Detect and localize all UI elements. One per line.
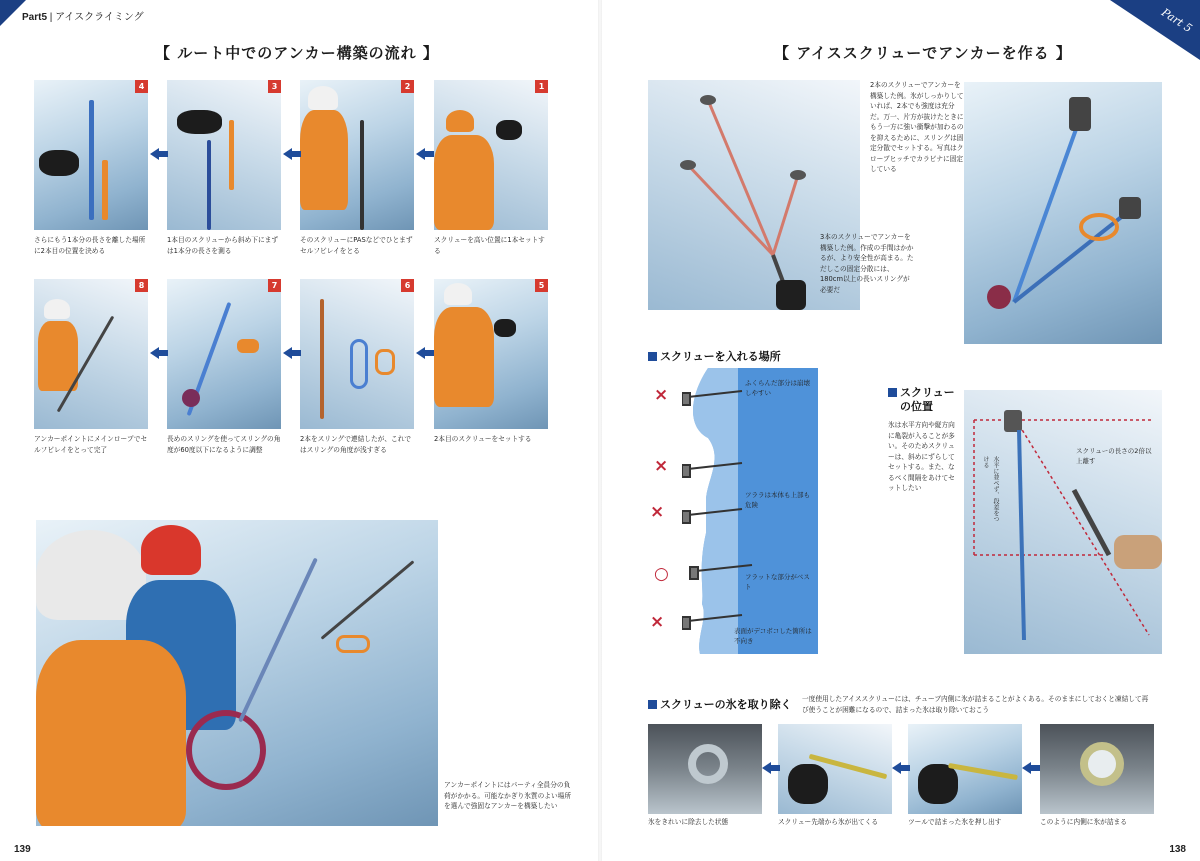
removal-photo-2 [778,724,892,814]
left-page [0,0,598,861]
step-caption-1: スクリューを高い位置に1本セットする [434,236,545,255]
step-photo-4 [34,80,148,230]
step-badge: 4 [135,80,148,93]
mark-bad: × [654,385,669,405]
removal-heading-text: スクリューの氷を取り除く [660,698,792,711]
flow-arrow [150,148,159,160]
position-length-label: スクリューの長さの2倍以上離す [1076,447,1152,465]
screw-drawings [682,375,822,645]
step-badge: 7 [268,279,281,292]
three-screw-caption: 3本のスクリューでアンカーを構築した例。作成の手間はかかるが、より安全性が高まる。ただしこの固定分散には、180cm以上の長いスリングが必要だ [820,233,914,294]
flow-arrow [416,347,425,359]
removal-caption-3: ツールで詰まった氷を押し出す [908,818,1002,826]
part-title: アイスクライミング [55,12,144,23]
position-vertical-label: 水平に並べず、段差をつける [982,456,999,522]
removal-photo-3 [908,724,1022,814]
step-badge: 1 [535,80,548,93]
step-photo-2 [300,80,414,230]
removal-caption-1: 氷をきれいに除去した状態 [648,818,729,826]
step-photo-7 [167,279,281,429]
step-photo-3 [167,80,281,230]
part-bold: Part5 [22,12,48,23]
mark-bad: × [650,612,665,632]
two-screw-sling-drawing [964,82,1162,344]
position-heading-line1: スクリュー [900,386,955,399]
right-page [602,0,1200,861]
mark-bad: × [654,456,669,476]
flow-arrow [892,762,901,774]
position-photo [964,390,1162,654]
position-heading-line2: の位置 [900,400,933,413]
step-badge: 3 [268,80,281,93]
mark-bad: × [650,502,665,522]
step-photo-8 [34,279,148,429]
corner-triangle-right [1110,0,1200,60]
step-photo-1 [434,80,548,230]
step-caption-7: 長めのスリングを使ってスリングの角度が60度以下になるように調整 [167,435,281,454]
page-number-left: 139 [14,844,31,855]
removal-photo-4 [1040,724,1154,814]
flow-arrow [416,148,425,160]
flow-arrow [762,762,771,774]
step-photo-6 [300,279,414,429]
step-badge: 2 [401,80,414,93]
part-label: Part5 | アイスクライミング [22,12,144,23]
position-text: 氷は水平方向や縦方向に亀裂が入ることが多い。そのためスクリューは、斜めにずらしてセットする。また、なるべく間隔をあけてセットしたい [888,421,955,492]
step-caption-3: 1本目のスクリューから斜め下にまずは1本分の長さを測る [167,236,279,255]
removal-heading [648,696,792,712]
removal-photo-1 [648,724,762,814]
left-section-title: 【 ルート中でのアンカー構築の流れ 】 [155,44,439,62]
page-number-right: 138 [1169,844,1186,855]
placement-note-3: ツララは本体も上部も危険 [745,491,810,509]
step-badge: 5 [535,279,548,292]
placement-heading [648,348,781,364]
removal-caption-2: スクリュー先端から氷が出てくる [778,818,879,826]
removal-caption-4: このように内側に氷が詰まる [1040,818,1127,826]
step-photo-5 [434,279,548,429]
step-badge: 6 [401,279,414,292]
removal-intro: 一度使用したアイススクリューには、チューブ内側に氷が詰まることがよくある。そのままにしておくと凍結して再び使うことが困難になるので、詰まった氷は取り除いておこう [802,695,1149,714]
placement-heading-text: スクリューを入れる場所 [660,350,781,363]
step-caption-4: さらにもう1本分の長さを離した場所に2本目の位置を決める [34,236,146,255]
two-screw-caption: 2本のスクリューでアンカーを構築した例。氷がしっかりしていれば、2本でも強度は充分だ。万一、片方が抜けたときにもう一方に強い衝撃が加わるのを抑えるために、スリングは固定分散でセットする。写真はクローブヒッチでカラビナに固定している [870,81,964,173]
placement-note-1: ふくらんだ部分は崩壊しやすい [745,379,810,397]
corner-tag: Part 5 [1159,5,1195,36]
placement-note-5: 表面がデコボコした箇所は不向き [734,627,812,645]
position-heading [888,386,955,414]
step-caption-6: 2本をスリングで連結したが、これではスリングの角度が浅すぎる [300,435,412,454]
step-caption-8: アンカーポイントにメインロープでセルフビレイをとって完了 [34,435,148,454]
flow-arrow [1022,762,1031,774]
flow-arrow [283,347,292,359]
step-badge: 8 [135,279,148,292]
placement-note-4: フラットな部分がベスト [745,573,810,591]
flow-arrow [150,347,159,359]
two-screw-photo [964,82,1162,344]
big-anchor-photo [36,520,438,826]
step-caption-2: そのスクリューにPASなどでひとまずセルフビレイをとる [300,236,413,255]
flow-arrow [283,148,292,160]
right-section-title: 【 アイススクリューでアンカーを作る 】 [774,44,1072,62]
step-caption-5: 2本目のスクリューをセットする [434,435,532,443]
mark-good: ○ [654,564,669,584]
big-photo-caption: アンカーポイントにはパーティ全員分の負荷がかかる。可能なかぎり氷質のよい場所を選んで強固なアンカーを構築したい [444,781,572,810]
